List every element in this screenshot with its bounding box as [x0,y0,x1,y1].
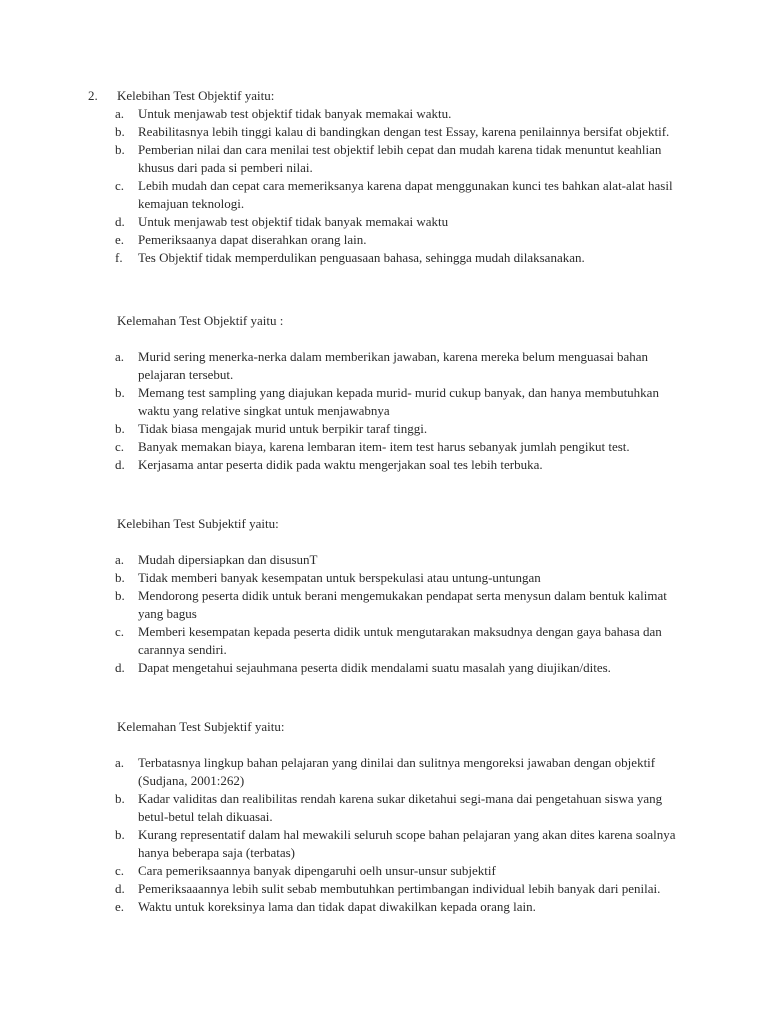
list-item [88,826,688,862]
list-marker: d. [115,660,125,675]
list-item [88,438,688,456]
list-marker: a. [115,755,125,770]
list-marker: a. [115,106,125,121]
list-item-text: Terbatasnya lingkup bahan pelajaran yang dinilai dan sulitnya mengoreksi jawaban dengan objektif (Sudjana, 2001:262) [138,755,656,788]
list-marker: e. [115,232,125,247]
section-title: Kelemahan Test Subjektif yaitu: [117,719,285,734]
section-heading [88,87,688,105]
section-kelebihan-subjektif [88,515,688,677]
list-item-text: Pemeriksaanya dapat diserahkan orang lain. [138,232,367,247]
list-marker: a. [115,552,125,567]
list-item-text: Murid sering menerka-nerka dalam memberikan jawaban, karena mereka belum menguasai bahan pelajaran tersebut. [138,349,649,382]
list-item [88,569,688,587]
list-item-text: Mudah dipersiapkan dan disusunT [138,552,318,567]
list-marker: c. [115,863,125,878]
list-item-text: Pemeriksaaannya lebih sulit sebab membutuhkan pertimbangan individual lebih banyak dari penilai. [138,881,661,896]
list-item [88,790,688,826]
list-marker: b. [115,827,125,842]
list-item-text: Tidak biasa mengajak murid untuk berpikir taraf tinggi. [138,421,428,436]
list-item [88,123,688,141]
section-title: Kelemahan Test Objektif yaitu : [117,313,284,328]
section-number: 2. [88,88,98,103]
list-item [88,141,688,177]
list-item-text: Untuk menjawab test objektif tidak banyak memakai waktu. [138,106,452,121]
list-item [88,213,688,231]
list-marker: f. [115,250,123,265]
list-item [88,659,688,677]
list-marker: b. [115,570,125,585]
list-item [88,898,688,916]
list-item-text: Cara pemeriksaannya banyak dipengaruhi oelh unsur-unsur subjektif [138,863,496,878]
list-item [88,880,688,898]
item-list [88,754,688,916]
list-marker: b. [115,421,125,436]
list-marker: c. [115,439,125,454]
list-item-text: Banyak memakan biaya, karena lembaran item- item test harus sebanyak jumlah pengikut test. [138,439,630,454]
list-item [88,420,688,438]
list-item [88,862,688,880]
item-list [88,551,688,677]
item-list [88,105,688,267]
list-item [88,623,688,659]
list-item-text: Kadar validitas dan realibilitas rendah karena sukar diketahui segi-mana dai pengetahuan siswa yang betul-betul telah dikuasai. [138,791,663,824]
list-marker: c. [115,624,125,639]
list-item-text: Memberi kesempatan kepada peserta didik untuk mengutarakan maksudnya dengan gaya bahasa dan carannya sendiri. [138,624,662,657]
section-kelemahan-subjektif [88,718,688,916]
list-item-text: Waktu untuk koreksinya lama dan tidak dapat diwakilkan kepada orang lain. [138,899,536,914]
list-item [88,105,688,123]
list-item [88,551,688,569]
list-item-text: Dapat mengetahui sejauhmana peserta didik mendalami suatu masalah yang diujikan/dites. [138,660,611,675]
list-marker: b. [115,588,125,603]
list-item [88,754,688,790]
list-marker: a. [115,349,125,364]
list-marker: e. [115,899,125,914]
list-item [88,587,688,623]
list-item [88,456,688,474]
section-heading [88,515,688,533]
list-item [88,384,688,420]
list-marker: c. [115,178,125,193]
list-item-text: Tes Objektif tidak memperdulikan penguasaan bahasa, sehingga mudah dilaksanakan. [138,250,585,265]
list-item-text: Memang test sampling yang diajukan kepada murid- murid cukup banyak, dan hanya membutuhkan waktu yang relative singkat untuk menjawabnya [138,385,659,418]
list-item-text: Untuk menjawab test objektif tidak banyak memakai waktu [138,214,449,229]
list-marker: b. [115,791,125,806]
list-marker: b. [115,142,125,157]
list-item [88,177,688,213]
list-marker: d. [115,881,125,896]
section-heading [88,718,688,736]
list-item [88,249,688,267]
list-item-text: Tidak memberi banyak kesempatan untuk berspekulasi atau untung-untungan [138,570,541,585]
list-marker: d. [115,457,125,472]
list-item [88,348,688,384]
list-marker: b. [115,385,125,400]
item-list [88,348,688,474]
list-item [88,231,688,249]
list-item-text: Pemberian nilai dan cara menilai test objektif lebih cepat dan mudah karena tidak menuntut keahlian khusus dari pada si pemberi nilai. [138,142,662,175]
list-item-text: Mendorong peserta didik untuk berani mengemukakan pendapat serta menysun dalam bentuk kalimat yang bagus [138,588,667,621]
section-title: Kelebihan Test Objektif yaitu: [117,88,275,103]
list-item-text: Lebih mudah dan cepat cara memeriksanya karena dapat menggunakan kunci tes bahkan alat-alat hasil kemajuan teknologi. [138,178,673,211]
section-title: Kelebihan Test Subjektif yaitu: [117,516,279,531]
section-kelemahan-objektif [88,312,688,474]
list-item-text: Reabilitasnya lebih tinggi kalau di bandingkan dengan test Essay, karena penilainnya bersifat objektif. [138,124,670,139]
list-marker: d. [115,214,125,229]
list-item-text: Kurang representatif dalam hal mewakili seluruh scope bahan pelajaran yang akan dites karena soalnya hanya beberapa saja (terbatas) [138,827,676,860]
section-kelebihan-objektif [88,87,688,267]
list-marker: b. [115,124,125,139]
list-item-text: Kerjasama antar peserta didik pada waktu mengerjakan soal tes lebih terbuka. [138,457,543,472]
section-heading [88,312,688,330]
